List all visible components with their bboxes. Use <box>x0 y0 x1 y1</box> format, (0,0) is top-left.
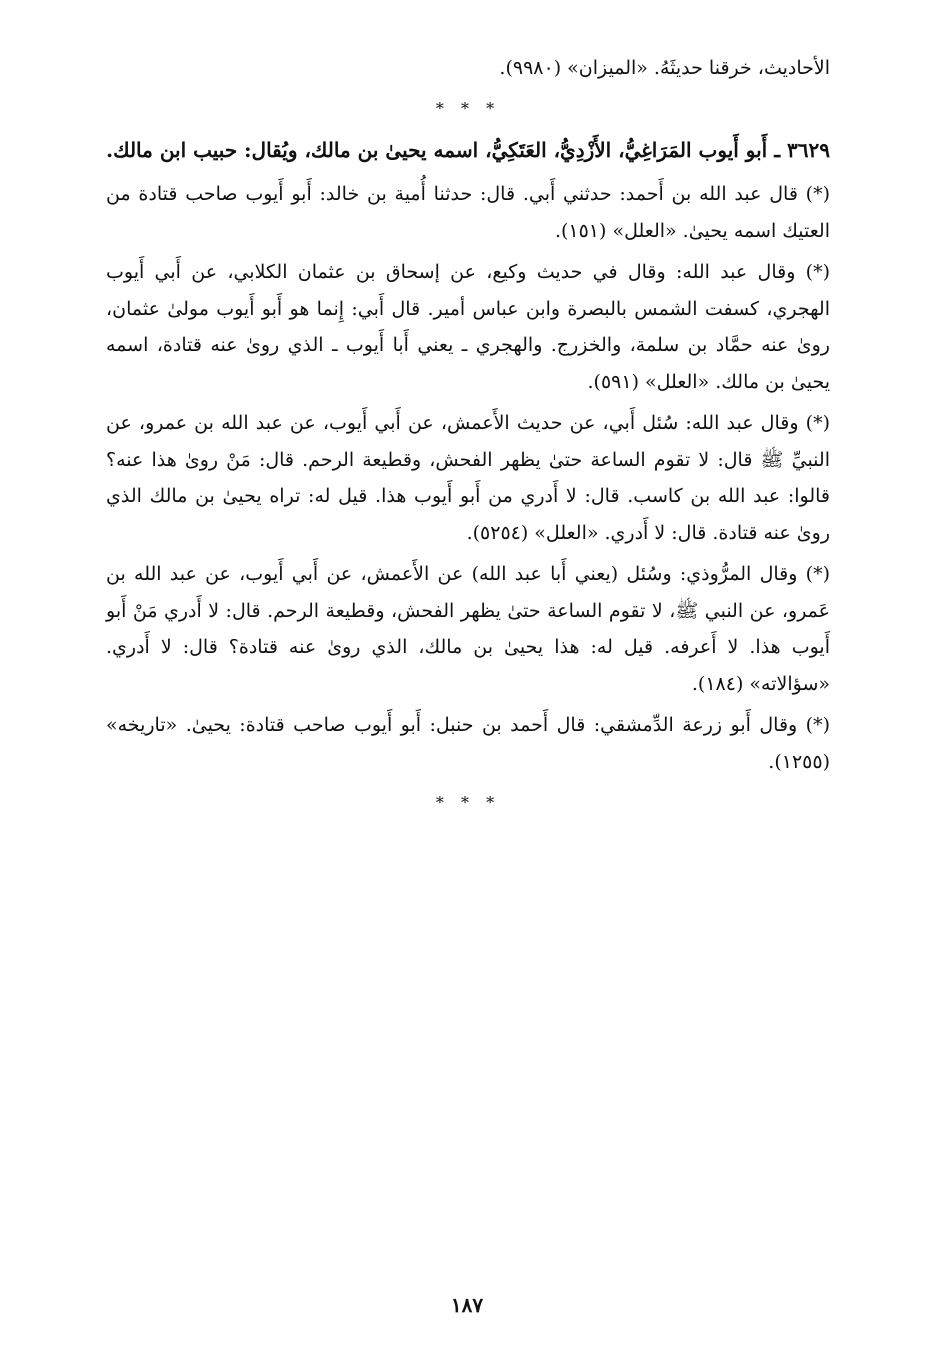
paragraph-5: (*) وقال أَبو زرعة الدِّمشقي: قال أَحمد بن حنبل: أَبو أَيوب صاحب قتادة: يحيىٰ. «تاريخه» (١٢٥٥). <box>106 714 830 773</box>
paragraph-1: (*) قال عبد الله بن أَحمد: حدثني أَبي. قال: حدثنا أُمية بن خالد: أَبو أَيوب صاحب قتادة من العتيك اسمه يحيىٰ. «العلل» (١٥١). <box>106 183 830 242</box>
section-separator-bottom: * * * <box>435 793 501 812</box>
paragraph-4: (*) وقال المرُّوذي: وسُئل (يعني أَبا عبد الله) عن الأَعمش، عن أَبي أَيوب، عن عبد الله بن عَمرو، عن النبي ﷺ، لا تقوم الساعة حتىٰ يظهر الفحش، وقطيعة الرحم. قال: لا أَدري مَنْ أَبو أَيوب هذا. لا أَعرفه. قيل له: هذا يحيىٰ بن مالك، الذي روىٰ عنه قتادة؟ قال: لا أَدري. «سؤالاته» (١٨٤). <box>106 563 830 695</box>
page-number: ١٨٧ <box>450 1293 484 1317</box>
page-content <box>106 50 830 824</box>
paragraph-3: (*) وقال عبد الله: سُئل أَبي، عن حديث الأَعمش، عن أَبي أَيوب، عن عبد الله بن عمرو، عن النبيِّ ﷺ قال: لا تقوم الساعة حتىٰ يظهر الفحش، وقطيعة الرحم. قال: مَنْ روىٰ هذا عنه؟ قالوا: عبد الله بن كاسب. قال: لا أَدري من أَبو أَيوب هذا. قيل له: تراه يحيىٰ بن مالك الذي روىٰ عنه قتادة. قال: لا أَدري. «العلل» (٥٢٥٤). <box>106 412 830 544</box>
continuation-line: الأحاديث، خرقنا حديثَهُ. «الميزان» (٩٩٨٠). <box>499 57 830 79</box>
section-separator-top: * * * <box>435 99 501 118</box>
paragraph-2: (*) وقال عبد الله: وقال في حديث وكيع، عن إسحاق بن عثمان الكلابي، عن أَبي أَيوب الهجري، كسفت الشمس بالبصرة وابن عباس أمير. قال أَبي: إِنما هو أَبو أَيوب مولىٰ عثمان، روىٰ عنه حمَّاد بن سلمة، والخزرج. والهجري ـ يعني أَبا أَيوب ـ الذي روىٰ عنه قتادة، اسمه يحيىٰ بن مالك. «العلل» (٥٩١). <box>106 261 830 393</box>
entry-heading: ٣٦٢٩ ـ أَبو أَيوب المَرَاغِيُّ، الأَزْدِيُّ، العَتَكِيُّ، اسمه يحيىٰ بن مالك، ويُقال: حبيب ابن مالك. <box>106 138 830 162</box>
